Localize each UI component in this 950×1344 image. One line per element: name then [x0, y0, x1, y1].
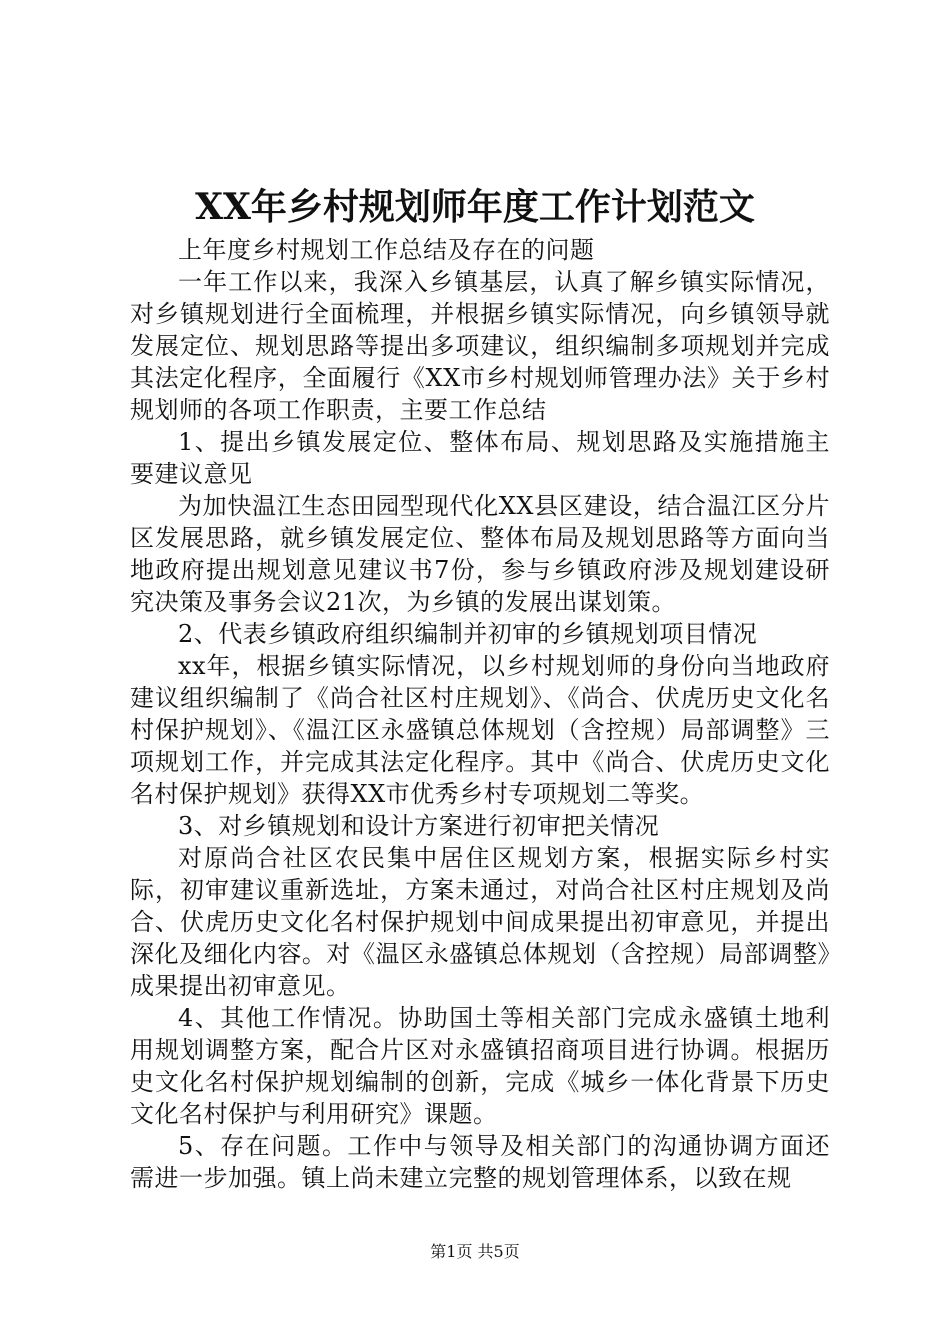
paragraph-item-5: 5、存在问题。工作中与领导及相关部门的沟通协调方面还需进一步加强。镇上尚未建立完整的规划管理体系，以致在规 [130, 1132, 830, 1192]
paragraph: 对原尚合社区农民集中居住区规划方案，根据实际乡村实际，初审建议重新选址，方案未通过，对尚合社区村庄规划及尚合、伏虎历史文化名村保护规划中间成果提出初审意见，并提出深化及细化内容。对《温区永盛镇总体规划（含控规）局部调整》成果提出初审意见。 [130, 844, 830, 1000]
paragraph: xx年，根据乡镇实际情况，以乡村规划师的身份向当地政府建议组织编制了《尚合社区村庄规划》、《尚合、伏虎历史文化名村保护规划》、《温江区永盛镇总体规划（含控规）局部调整》三项规划工作，并完成其法定化程序。其中《尚合、伏虎历史文化名村保护规划》获得XX市优秀乡村专项规划二等奖。 [130, 652, 830, 808]
document-title: XX年乡村规划师年度工作计划范文 [195, 186, 755, 228]
paragraph-heading-3: 3、对乡镇规划和设计方案进行初审把关情况 [178, 812, 660, 840]
document-body [130, 234, 830, 1194]
paragraph: 一年工作以来，我深入乡镇基层，认真了解乡镇实际情况，对乡镇规划进行全面梳理，并根据乡镇实际情况，向乡镇领导就发展定位、规划思路等提出多项建议，组织编制多项规划并完成其法定化程序，全面履行《XX市乡村规划师管理办法》关于乡村规划师的各项工作职责，主要工作总结 [130, 268, 830, 424]
paragraph-item-4: 4、其他工作情况。协助国土等相关部门完成永盛镇土地利用规划调整方案，配合片区对永盛镇招商项目进行协调。根据历史文化名村保护规划编制的创新，完成《城乡一体化背景下历史文化名村保护与利用研究》课题。 [130, 1004, 830, 1128]
page-footer: 第1页 共5页 [430, 1242, 520, 1261]
paragraph-heading-1: 1、提出乡镇发展定位、整体布局、规划思路及实施措施主要建议意见 [130, 428, 830, 488]
paragraph-heading-summary: 上年度乡村规划工作总结及存在的问题 [178, 236, 595, 264]
paragraph-heading-2: 2、代表乡镇政府组织编制并初审的乡镇规划项目情况 [178, 620, 758, 648]
paragraph: 为加快温江生态田园型现代化XX县区建设，结合温江区分片区发展思路，就乡镇发展定位、整体布局及规划思路等方面向当地政府提出规划意见建议书7份，参与乡镇政府涉及规划建设研究决策及事务会议21次，为乡镇的发展出谋划策。 [130, 492, 830, 616]
